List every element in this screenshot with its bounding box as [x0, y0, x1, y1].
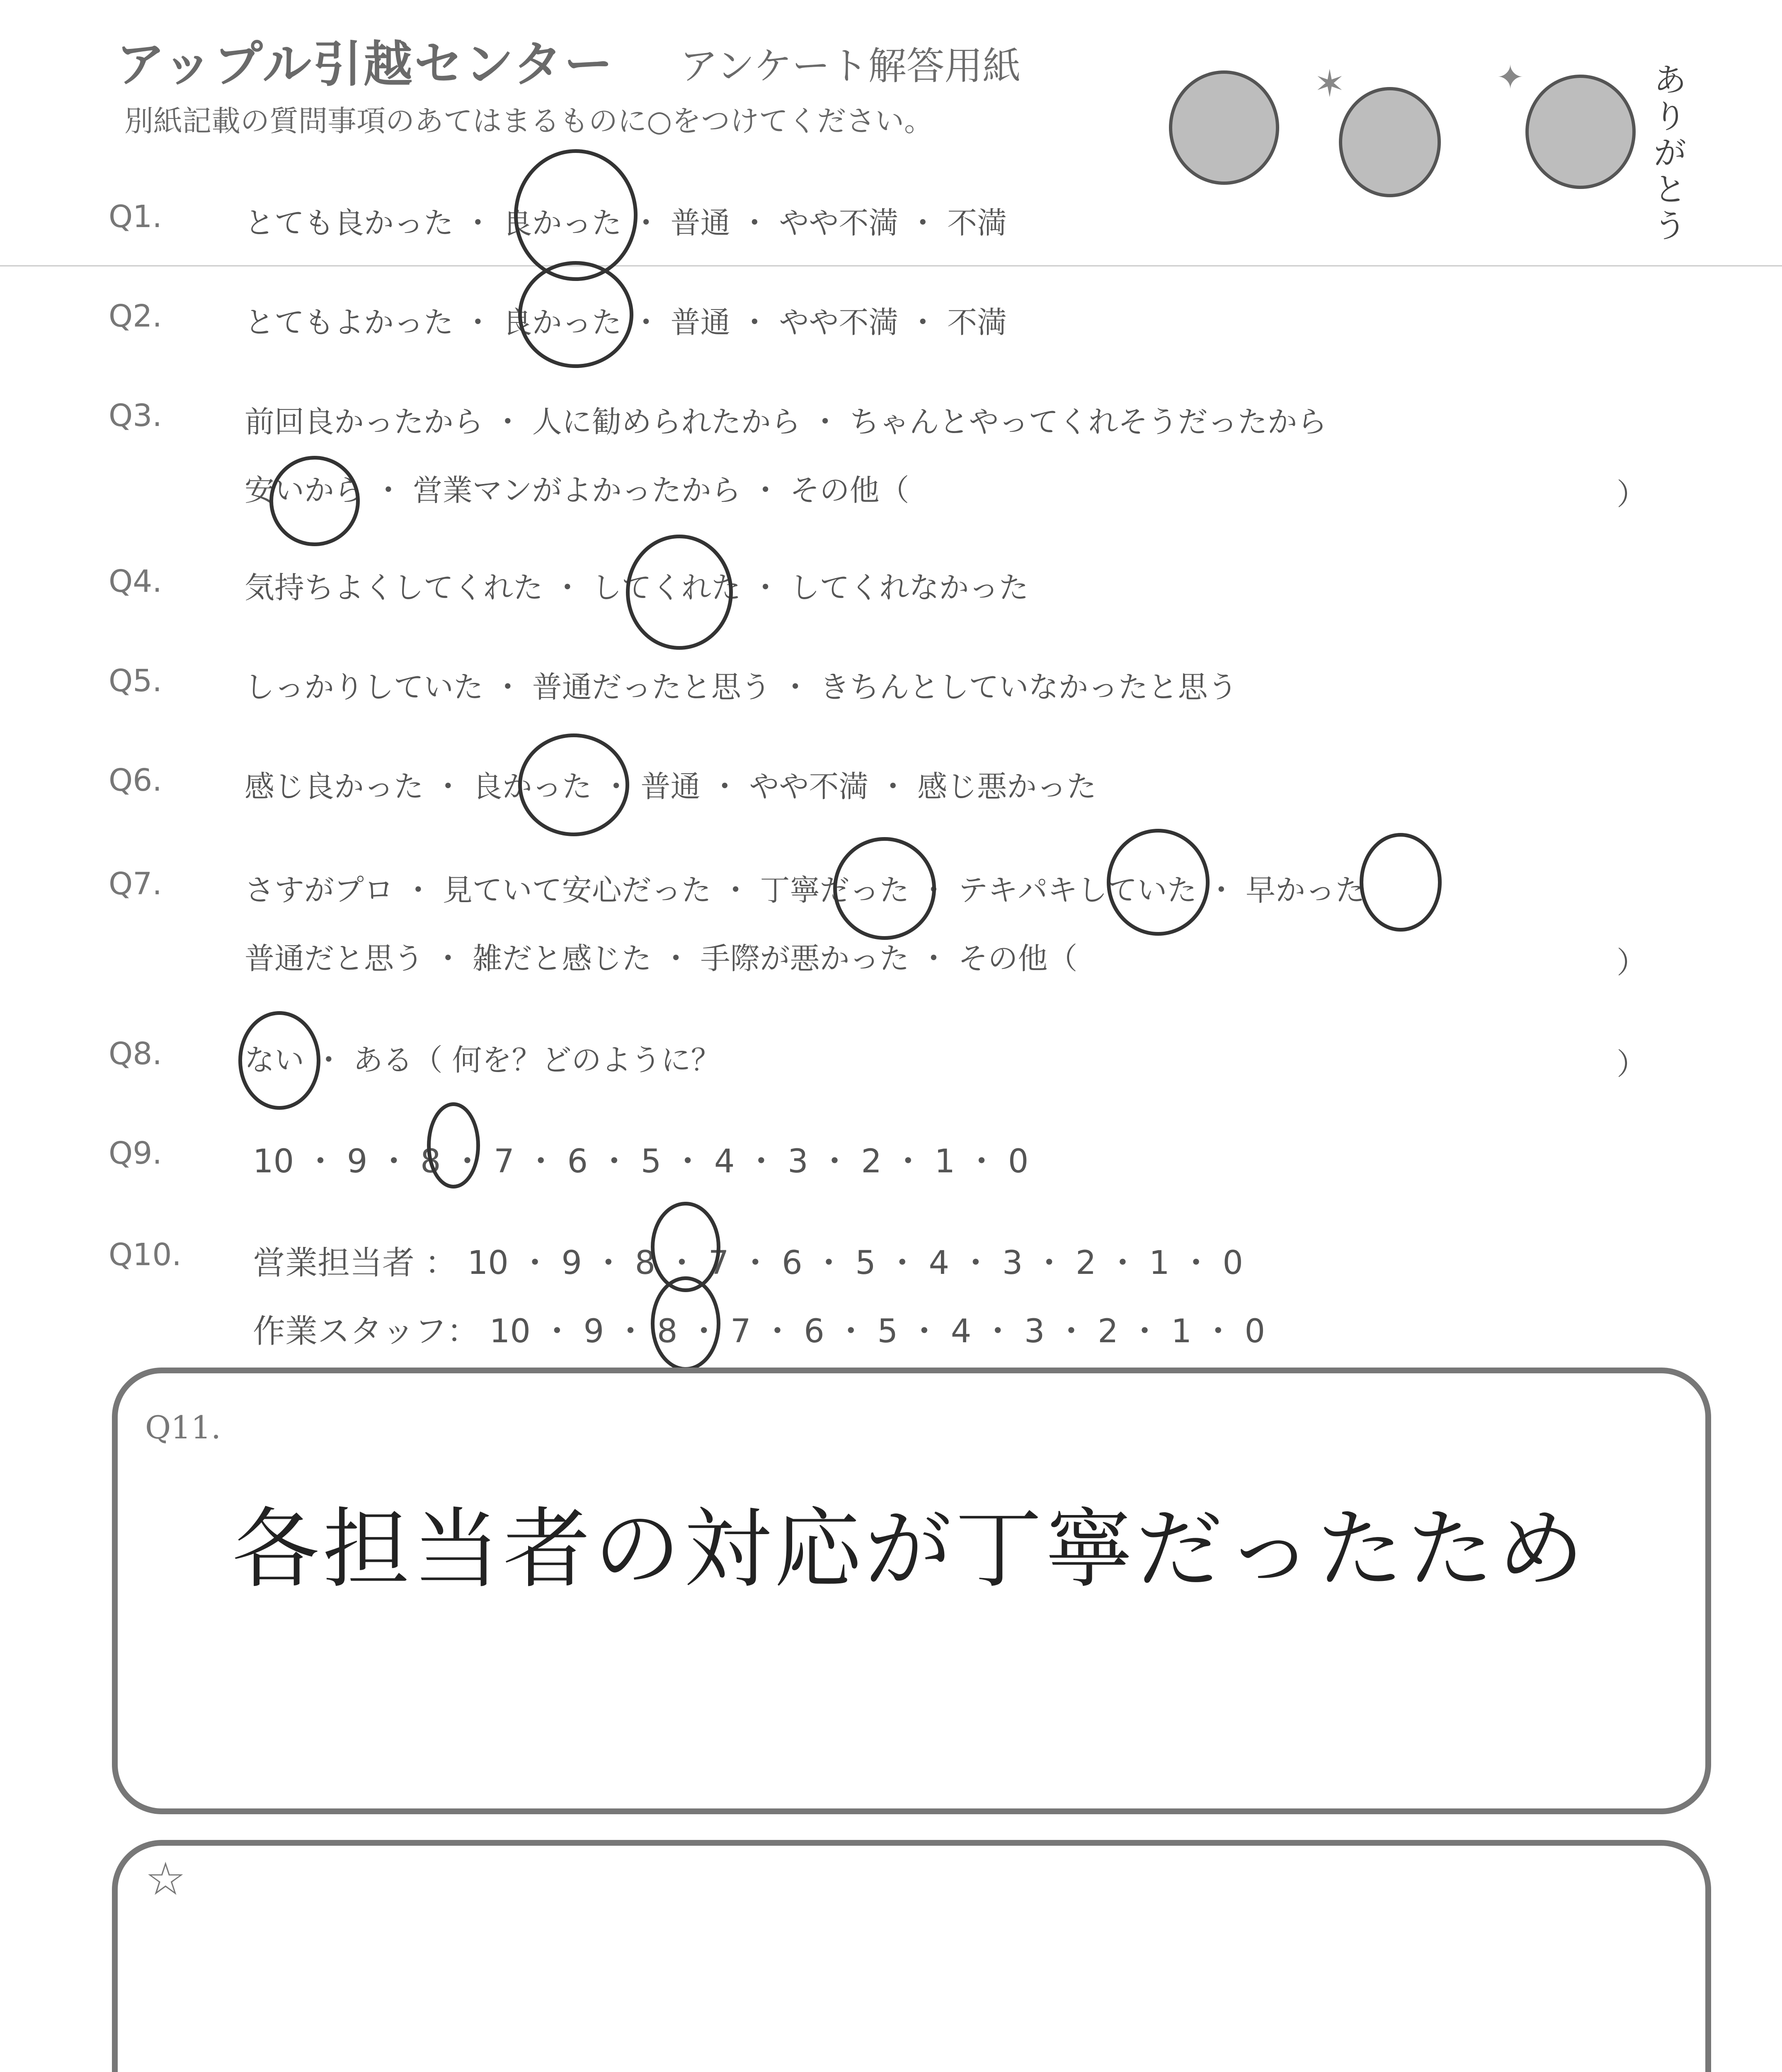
star-icon: ☆ [145, 1852, 186, 1905]
survey-title: アップル引越センター [116, 36, 615, 93]
sparkle-icon: ✶ [1314, 62, 1346, 106]
question-options: さすがプロ ・ 見ていて安心だった ・ 丁寧だった ・ テキパキしていた ・ 早かった [245, 873, 1365, 908]
mascot-middle-icon [1339, 87, 1441, 197]
mascot-right-icon [1525, 75, 1636, 189]
instruction-text: 別紙記載の質問事項のあてはまるものに○をつけてください。 [124, 104, 933, 138]
question-label: Q9. [109, 1135, 162, 1171]
question-label: Q10. [109, 1237, 182, 1273]
question-label: Q3. [109, 398, 162, 433]
question-label: Q1. [109, 199, 162, 235]
q11-handwritten-answer: 各担当者の対応が丁寧だったため [232, 1498, 1588, 1600]
question-options: 感じ良かった ・ 良かった ・ 普通 ・ やや不満 ・ 感じ悪かった [245, 769, 1097, 804]
mascot-left-icon [1169, 70, 1279, 185]
question-options: とてもよかった ・ 良かった ・ 普通 ・ やや不満 ・ 不満 [245, 305, 1007, 340]
question-options: 10 ・ 9 ・ 8 ・ 7 ・ 6 ・ 5 ・ 4 ・ 3 ・ 2 ・ 1 ・ 0 [253, 1143, 1029, 1180]
closing-paren: ） [1617, 945, 1647, 980]
question-label: Q4. [109, 564, 162, 599]
question-label: Q5. [109, 663, 162, 699]
question-label: Q8. [109, 1036, 162, 1072]
answer-circle [626, 535, 733, 650]
question-options: 営業担当者 ： 10 ・ 9 ・ 8 ・ 7 ・ 6 ・ 5 ・ 4 ・ 3 ・ 2 ・ 1 ・ 0 [253, 1244, 1243, 1282]
answer-circle [1107, 829, 1210, 936]
closing-paren: ） [1617, 477, 1647, 512]
question-label: Q6. [109, 762, 162, 798]
question-label: Q7. [109, 866, 162, 902]
answer-circle [651, 1276, 720, 1371]
answer-circle [427, 1102, 480, 1188]
survey-subtitle: アンケート解答用紙 [680, 44, 1021, 88]
question-options: 作業スタッフ： 10 ・ 9 ・ 8 ・ 7 ・ 6 ・ 5 ・ 4 ・ 3 ・ 2 ・ 1 ・ 0 [253, 1313, 1266, 1350]
question-options: 普通だと思う ・ 雑だと感じた ・ 手際が悪かった ・ その他（ [245, 941, 1078, 976]
answer-circle [238, 1011, 320, 1110]
answer-circle [269, 456, 360, 546]
answer-circle [518, 261, 633, 368]
question-options: しっかりしていた ・ 普通だったと思う ・ きちんとしていなかったと思う [245, 670, 1238, 704]
answer-circle [833, 837, 936, 940]
answer-circle [518, 733, 629, 836]
q11-label: Q11. [145, 1409, 221, 1446]
question-options: 安いから ・ 営業マンがよかったから ・ その他（ [245, 473, 909, 508]
question-options: とても良かった ・ 良かった ・ 普通 ・ やや不満 ・ 不満 [245, 206, 1007, 240]
answer-circle [1360, 833, 1442, 932]
closing-paren: ） [1617, 1047, 1647, 1082]
question-options: ない ・ ある（ 何を？どのように？ [245, 1043, 721, 1077]
question-options: 前回良かったから ・ 人に勧められたから ・ ちゃんとやってくれそうだったから [245, 404, 1327, 439]
thanks-badge: ありがとう [1654, 62, 1687, 245]
question-label: Q2. [109, 298, 162, 334]
free-comment-box [112, 1840, 1711, 2072]
sparkle-icon: ✦ [1496, 58, 1525, 97]
question-options: 気持ちよくしてくれた ・ してくれた ・ してくれなかった [245, 570, 1029, 605]
